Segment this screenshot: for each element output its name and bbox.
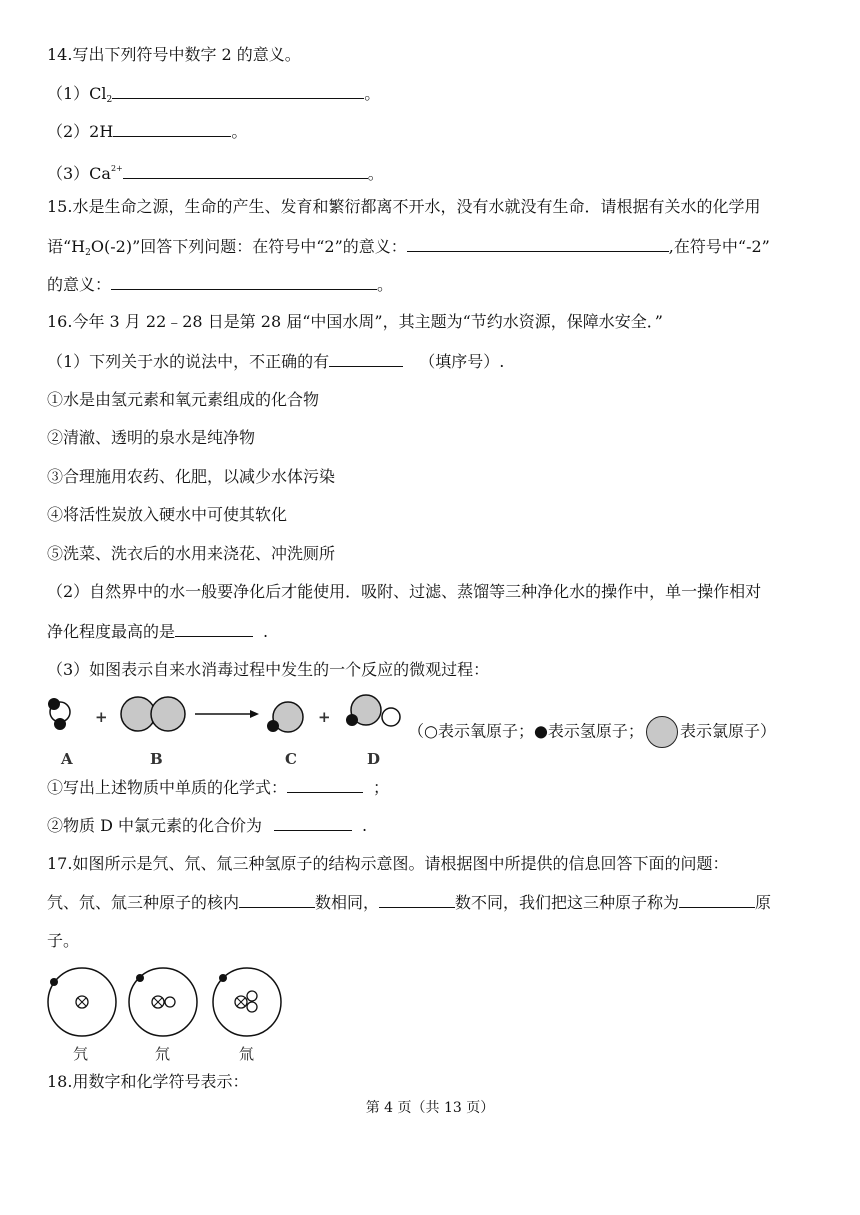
deuterium-atom (129, 968, 197, 1036)
q16-option-4: ④将活性炭放入硬水中可使其软化 (47, 505, 288, 524)
reaction-diagram (40, 690, 410, 770)
q16-option-5: ⑤洗菜、洗衣后的水用来浇花、冲洗厕所 (47, 544, 336, 563)
q14-blank-2[interactable] (113, 120, 231, 137)
q16-part-2-line-2: 净化程度最高的是 . (47, 622, 269, 641)
q16-part-3: （3）如图表示自来水消毒过程中发生的一个反应的微观过程： (47, 660, 490, 679)
chlorine-atom-icon (646, 716, 678, 748)
q14-blank-3[interactable] (123, 162, 368, 179)
q16-blank-4[interactable] (274, 814, 352, 831)
protium-atom (48, 968, 116, 1036)
q16-blank-2[interactable] (175, 620, 253, 637)
q17-blank-1[interactable] (239, 891, 315, 908)
label-d: D (367, 750, 381, 768)
q17-blank-3[interactable] (679, 891, 755, 908)
molecule-b (121, 697, 185, 731)
q16-stem: 16.今年 3 月 22﹣28 日是第 28 届“中国水周”，其主题为“节约水资源，保障水安全．” (47, 312, 663, 331)
q16-part-1: （1）下列关于水的说法中，不正确的有 （填序号）. (47, 352, 505, 371)
plus-sign-1: + (95, 708, 108, 726)
q18-stem: 18.用数字和化学符号表示： (47, 1072, 249, 1091)
label-b: B (150, 750, 163, 768)
reaction-arrow-icon (195, 710, 259, 718)
q17-line-3: 子。 (47, 931, 80, 950)
q16-sub-2: ②物质 D 中氯元素的化合价为 . (47, 816, 368, 835)
page-footer: 第 4 页（共 13 页） (365, 1100, 495, 1116)
q17-line-2: 氕、氘、氚三种原子的核内 数相同， 数不同，我们把这三种原子称为 原 (47, 893, 772, 912)
protium-label: 氕 (73, 1045, 89, 1063)
q14-stem: 14.写出下列符号中数字 2 的意义。 (47, 45, 301, 64)
q16-option-1: ①水是由氢元素和氧元素组成的化合物 (47, 390, 320, 409)
q14-item-3: $(3)Ca^{2+}$ 。 (47, 164, 384, 183)
label-a: A (61, 750, 73, 768)
plus-sign-2: + (318, 708, 331, 726)
label-c: C (285, 750, 297, 768)
q16-blank-3[interactable] (287, 776, 363, 793)
deuterium-label: 氘 (155, 1045, 171, 1063)
q16-sub-1: ①写出上述物质中单质的化学式： ； (47, 778, 390, 797)
q17-stem: 17.如图所示是氕、氘、氚三种氢原子的结构示意图。请根据图中所提供的信息回答下面的问题： (47, 854, 729, 873)
molecule-d (346, 695, 400, 726)
q15-blank-1[interactable] (407, 235, 669, 252)
q15-blank-2[interactable] (111, 273, 377, 290)
q14-item-1: $(1)Cl_2$ 。 (47, 84, 381, 105)
isotopes-diagram (40, 962, 290, 1067)
molecule-c (267, 702, 303, 732)
q14-blank-1[interactable] (112, 82, 364, 99)
q14-item-2: （2）2H 。 (47, 122, 248, 141)
tritium-atom (213, 968, 281, 1036)
q16-part-2-line-1: （2）自然界中的水一般要净化后才能使用．吸附、过滤、蒸馏等三种净化水的操作中，单一操作相对 (47, 582, 762, 601)
reaction-legend: （○表示氧原子；●表示氢原子； 表示氯原子） (408, 716, 776, 748)
q15-line-3: 的意义： 。 (47, 275, 394, 294)
tritium-label: 氚 (239, 1045, 255, 1063)
q16-option-2: ②清澈、透明的泉水是纯净物 (47, 428, 256, 447)
q15-line-1: 15.水是生命之源，生命的产生、发育和繁衍都离不开水，没有水就没有生命．请根据有关水的化学用 (47, 197, 761, 216)
molecule-a (48, 698, 70, 730)
q16-blank-1[interactable] (329, 350, 403, 367)
q17-blank-2[interactable] (379, 891, 455, 908)
q16-option-3: ③合理施用农药、化肥，以减少水体污染 (47, 467, 336, 486)
q15-line-2: 语“$H_2O(-2)$”回答下列问题：在符号中“2”的意义： ,在符号中“-2” (47, 237, 770, 258)
